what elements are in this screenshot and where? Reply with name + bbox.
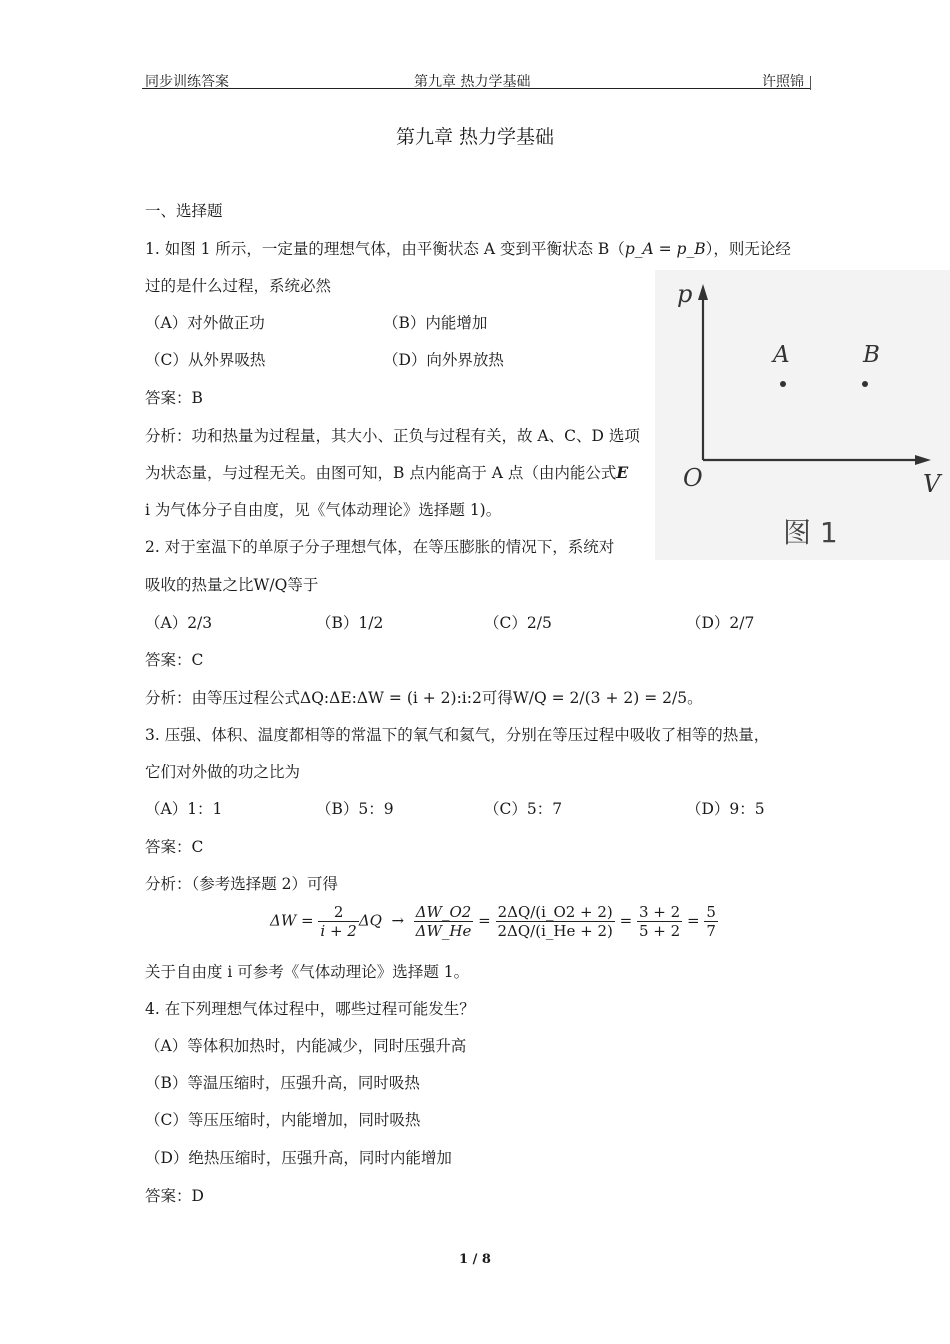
q2-answer: 答案：C (145, 651, 204, 669)
q1-option-c: （C）从外界吸热 (145, 351, 266, 369)
header-center: 第九章 热力学基础 (414, 74, 531, 90)
q2-option-b: （B）1/2 (316, 614, 384, 632)
q3-note: 关于自由度 i 可参考《气体动理论》选择题 1。 (145, 963, 470, 981)
header-right: 许照锦 (762, 74, 804, 90)
q1-analysis-3: i 为气体分子自由度，见《气体动理论》选择题 1)。 (145, 501, 502, 519)
q2-option-d: （D）2/7 (686, 614, 755, 632)
q1-answer: 答案：B (145, 389, 203, 407)
q1-option-d: （D）向外界放热 (383, 351, 504, 369)
frac-5-7: $\frac{5}{7}$ (706, 903, 716, 940)
q3-option-c: （C）5：7 (484, 800, 563, 818)
q4-answer: 答案：D (145, 1187, 204, 1205)
point-b-label: B (863, 342, 880, 368)
q1-analysis-2: 为状态量，与过程无关。由图可知，B 点内能高于 A 点（由内能公式E (145, 463, 629, 482)
q1-analysis-1: 分析：功和热量为过程量，其大小、正负与过程有关，故 A、C、D 选项 (145, 427, 640, 445)
q1-line1: 1. 如图 1 所示，一定量的理想气体，由平衡状态 A 变到平衡状态 B（p_A = p_B），则无论经 (145, 240, 791, 258)
q3-option-d: （D）9：5 (686, 800, 765, 818)
pv-diagram (655, 270, 950, 560)
frac-heat-ratio: $\frac{2\Delta Q/(i\_O2 + 2)}{2\Delta Q/(i\_He + 2)}$ (497, 903, 613, 940)
q1-line2: 过的是什么过程，系统必然 (145, 277, 332, 295)
figure-1 (655, 270, 950, 560)
frac-3p2-5p2: $\frac{3 + 2}{5 + 2}$ (638, 903, 681, 940)
q3-line2: 它们对外做的功之比为 (145, 763, 301, 781)
q1-option-a: （A）对外做正功 (145, 314, 265, 332)
q4-option-c: （C）等压压缩时，内能增加，同时吸热 (145, 1111, 421, 1129)
q4-line1: 4. 在下列理想气体过程中，哪些过程可能发生？ (145, 1000, 475, 1018)
q1-condition: p_A = p_B (624, 240, 706, 258)
q2-option-a: （A）2/3 (145, 614, 213, 632)
page-number: 1 / 8 (459, 1252, 491, 1267)
q4-option-b: （B）等温压缩时，压强升高，同时吸热 (145, 1074, 420, 1092)
frac-work-ratio: $\frac{\Delta W\_O2}{\Delta W\_He}$ (415, 903, 472, 940)
y-axis-label: p (677, 280, 693, 308)
header-left: 同步训练答案 (145, 74, 229, 90)
header-rule (142, 88, 810, 89)
figure-caption: 图 1 (783, 516, 838, 549)
q4-option-a: （A）等体积加热时，内能减少，同时压强升高 (145, 1037, 467, 1055)
q3-analysis: 分析：（参考选择题 2）可得 (145, 875, 339, 893)
q3-answer: 答案：C (145, 838, 204, 856)
q3-formula: ΔW = $\frac{2}{i + 2}$ ΔQ → $\frac{\Delta W\_O2}{\Delta W\_He}$ = $\frac{2\Delta Q/(i\_O2 + 2)}{2\Delta Q/(i\_He + 2)}$ = $\frac{3 + 2}{5 + 2}$ = $\frac{5}{7}$ (270, 903, 716, 940)
point-b (862, 381, 868, 387)
q2-line1: 2. 对于室温下的单原子分子理想气体，在等压膨胀的情况下，系统对 (145, 538, 615, 556)
page-title: 第九章 热力学基础 (395, 126, 555, 148)
point-a-label: A (773, 342, 790, 368)
q3-option-b: （B）5：9 (316, 800, 394, 818)
q2-analysis: 分析：由等压过程公式ΔQ:ΔE:ΔW = (i + 2):i:2可得W/Q = 2/(3 + 2) = 2/5。 (145, 689, 703, 707)
q3-line1: 3. 压强、体积、温度都相等的常温下的氧气和氦气，分别在等压过程中吸收了相等的热量， (145, 726, 770, 744)
q4-option-d: （D）绝热压缩时，压强升高，同时内能增加 (145, 1149, 452, 1167)
q1-option-b: （B）内能增加 (383, 314, 488, 332)
q2-option-c: （C）2/5 (484, 614, 552, 632)
section-heading: 一、选择题 (145, 202, 223, 220)
origin-label: O (683, 464, 703, 492)
point-a (780, 381, 786, 387)
x-axis-label: V (923, 470, 941, 498)
q2-line2: 吸收的热量之比W/Q等于 (145, 576, 319, 594)
header-edge-mark (810, 76, 811, 90)
q3-option-a: （A）1：1 (145, 800, 223, 818)
frac-2-over-i2: $\frac{2}{i + 2}$ (320, 903, 357, 940)
